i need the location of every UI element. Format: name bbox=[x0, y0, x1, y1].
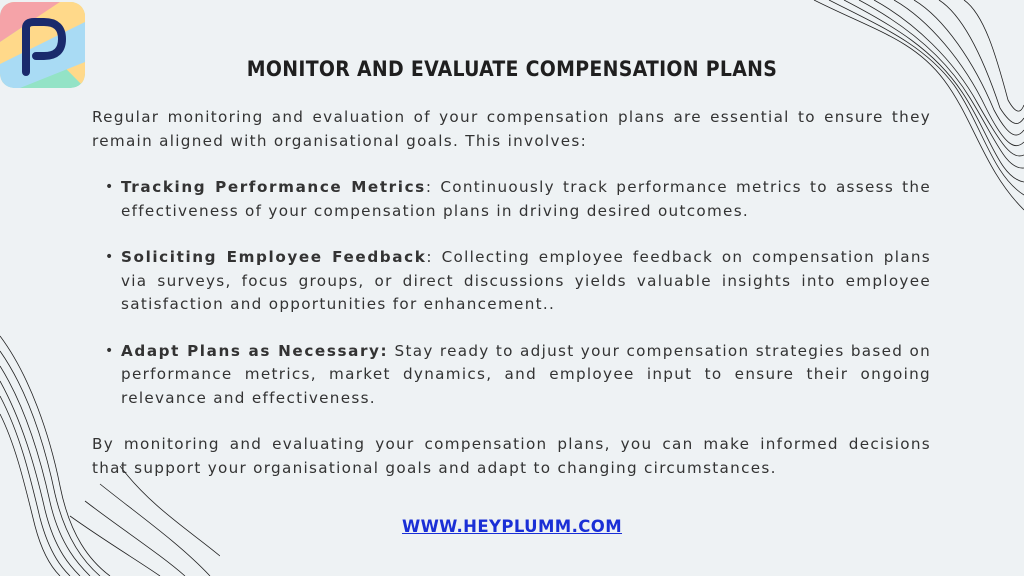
body-content bbox=[92, 106, 931, 480]
list-item-adapt bbox=[92, 340, 931, 411]
outro-paragraph: By monitoring and evaluating your compensation plans, you can make informed decisions that support your organisational goals and adapt to changing circumstances. bbox=[92, 435, 931, 477]
bullet-list bbox=[92, 176, 931, 410]
footer bbox=[0, 517, 1024, 536]
list-item-feedback bbox=[92, 246, 931, 317]
list-item-tracking bbox=[92, 176, 931, 223]
bullet-heading: Tracking Performance Metrics bbox=[121, 178, 426, 196]
website-link[interactable]: WWW.HEYPLUMM.COM bbox=[401, 517, 623, 536]
bullet-text: : Continuously track performance metrics to assess the effectiveness of your compensation plans in driving desired outcomes. bbox=[121, 178, 931, 220]
bullet-text: Stay ready to adjust your compensation strategies based on performance metrics, market dynamics, and employee input to ensure their ongoing relevance and effectiveness. bbox=[121, 341, 931, 407]
bullet-heading: Adapt Plans as Necessary: bbox=[121, 341, 389, 360]
bullet-heading: Soliciting Employee Feedback bbox=[121, 248, 427, 266]
page-title: MONITOR AND EVALUATE COMPENSATION PLANS bbox=[246, 57, 778, 81]
bullet-text: : Collecting employee feedback on compensation plans via surveys, focus groups, or direct discussions yields valuable insights into employee satisfaction and opportunities for enhancement.. bbox=[121, 248, 931, 313]
intro-paragraph: Regular monitoring and evaluation of your compensation plans are essential to ensure they remain aligned with organisational goals. This involves: bbox=[92, 108, 931, 150]
